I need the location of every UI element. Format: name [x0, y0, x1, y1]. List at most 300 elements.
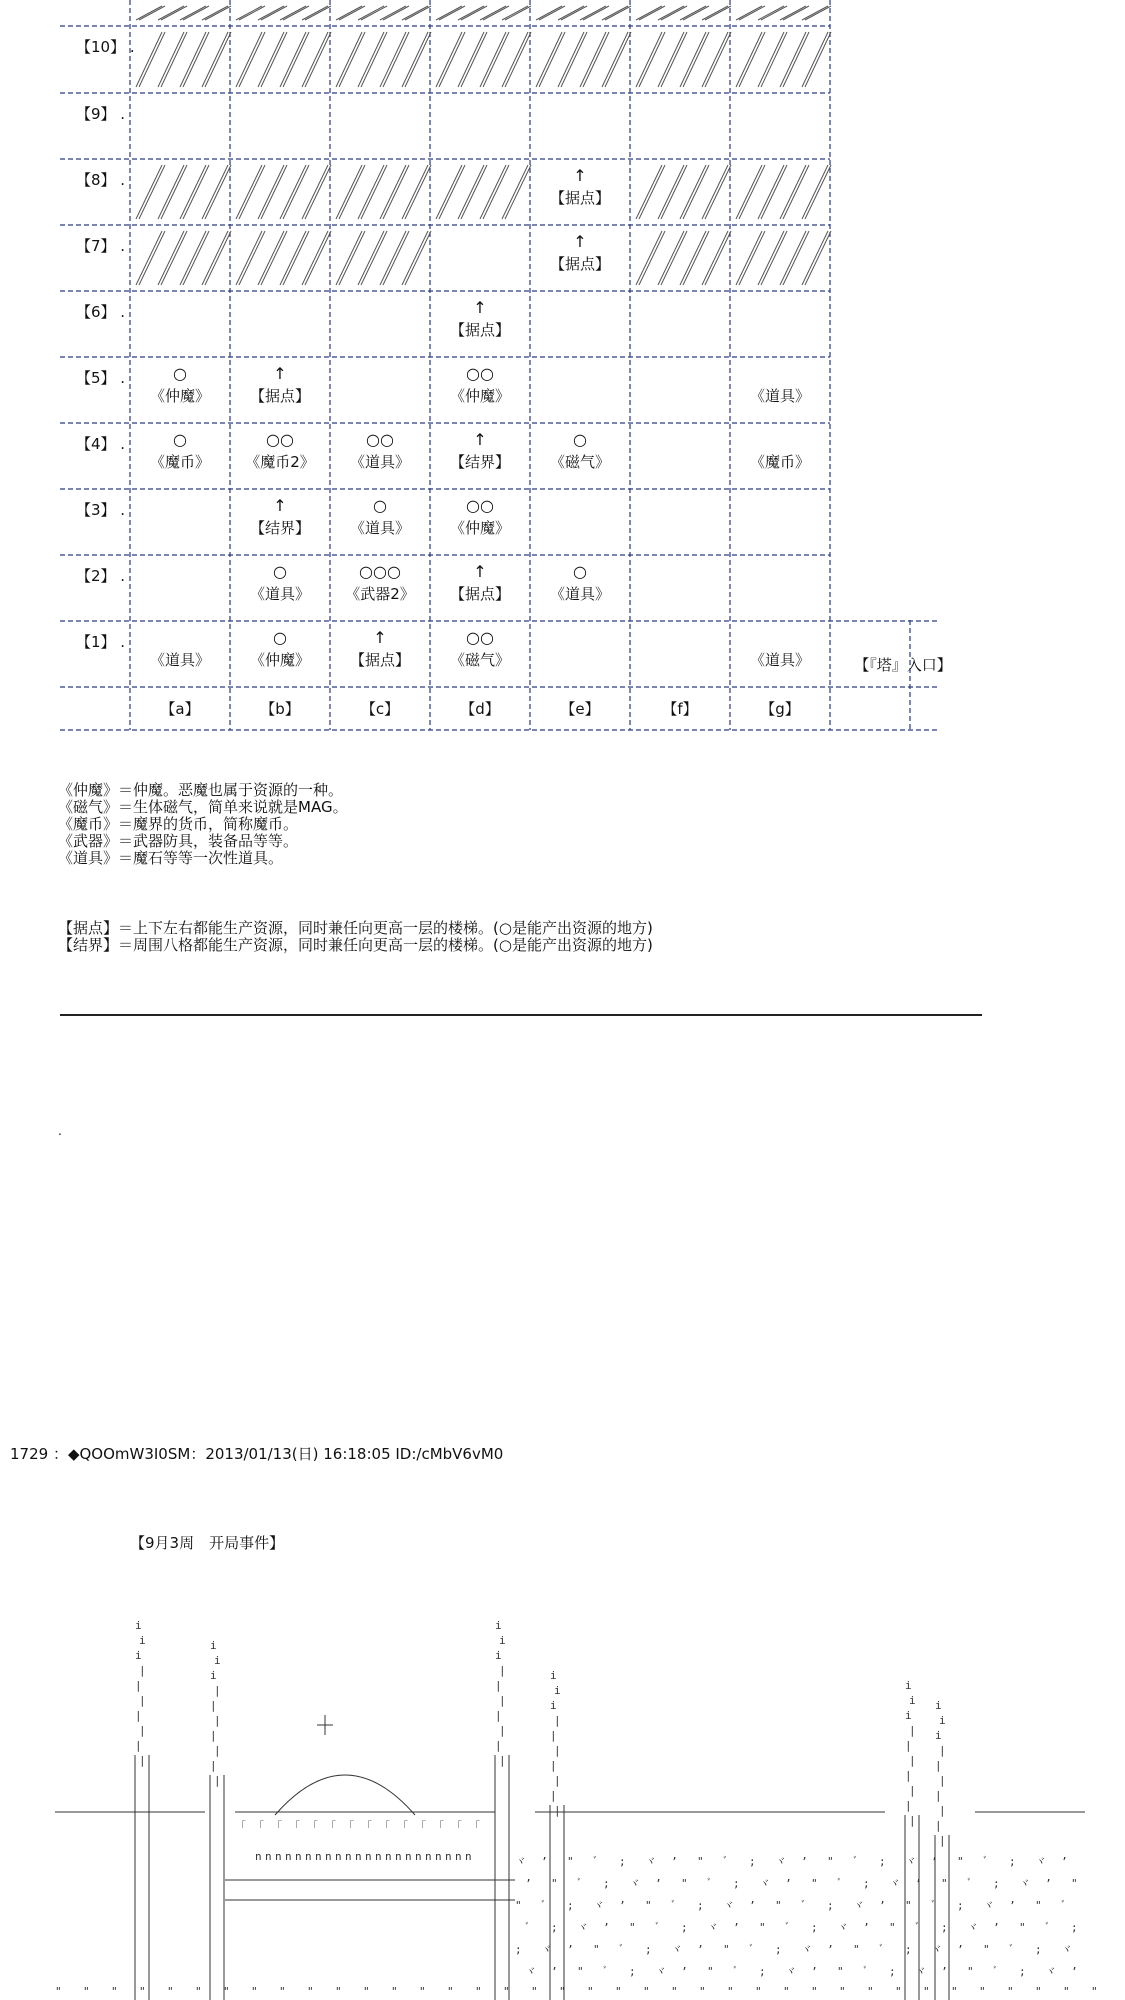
row-label: 【3】 .: [76, 501, 126, 519]
art-glyph: ": [983, 1943, 990, 1956]
hatch-mark: [183, 32, 209, 87]
art-glyph: |: [550, 1759, 557, 1772]
hatch-mark: [205, 32, 231, 87]
cell-label: 【据点】: [449, 321, 510, 339]
art-glyph: ": [727, 1985, 734, 1998]
art-glyph: ": [1071, 1877, 1078, 1890]
cell-label: 《道具》: [749, 651, 810, 669]
hatch-mark: [305, 231, 331, 285]
art-glyph: ﾞ: [577, 1877, 583, 1890]
art-glyph: ;: [905, 1943, 912, 1956]
art-glyph: ;: [1019, 1965, 1026, 1978]
art-glyph: ;: [1071, 1921, 1078, 1934]
hatch-mark: [305, 32, 331, 87]
hatch-mark: [136, 165, 162, 219]
hatch-mark: [305, 6, 331, 20]
hatch-mark: [802, 165, 828, 219]
hatch-mark: [339, 165, 365, 219]
hatch-mark: [736, 32, 762, 87]
art-glyph: ": [551, 1877, 558, 1890]
cell-label: 《仲魔》: [449, 519, 510, 537]
art-glyph: ヾ: [801, 1943, 812, 1956]
art-glyph: ヾ: [785, 1965, 796, 1978]
hatch-mark: [805, 231, 831, 285]
column-label: 【c】: [360, 700, 400, 718]
art-glyph: ﾞ: [853, 1855, 859, 1868]
column-label: 【b】: [260, 700, 300, 718]
hatch-mark: [161, 231, 187, 285]
art-glyph: ": [593, 1943, 600, 1956]
map-cell: [730, 363, 830, 407]
art-glyph: ;: [941, 1921, 948, 1934]
art-glyph: ﾞ: [1061, 1899, 1067, 1912]
art-glyph: 「: [397, 1820, 408, 1833]
art-glyph: ヾ: [645, 1855, 656, 1868]
hatch-mark: [139, 231, 165, 285]
art-glyph: n: [455, 1850, 462, 1863]
art-glyph: |: [554, 1714, 561, 1727]
map-cell: [230, 495, 330, 539]
hatch-mark: [761, 165, 787, 219]
hatch-mark: [458, 32, 484, 87]
hatch-mark: [583, 32, 609, 87]
art-glyph: ヾ: [541, 1943, 552, 1956]
art-glyph: ﾞ: [931, 1899, 937, 1912]
hatch-mark: [358, 165, 384, 219]
map-cell: [730, 429, 830, 473]
art-glyph: ": [699, 1985, 706, 1998]
hatch-mark: [483, 32, 509, 87]
row-label: 【8】 .: [76, 171, 126, 189]
resource-symbol: ○○: [266, 430, 294, 449]
art-glyph: 「: [235, 1820, 246, 1833]
art-glyph: |: [935, 1819, 942, 1832]
art-glyph: ": [307, 1985, 314, 1998]
art-glyph: 「: [271, 1820, 282, 1833]
hatch-mark: [183, 165, 209, 219]
hatch-mark: [339, 32, 365, 87]
hatch-mark: [705, 231, 731, 285]
art-glyph: ヾ: [905, 1855, 916, 1868]
art-glyph: ": [111, 1985, 118, 1998]
row-label: 【4】 .: [76, 435, 126, 453]
hatch-mark: [439, 165, 465, 219]
hatch-mark: [261, 231, 287, 285]
art-glyph: n: [315, 1850, 322, 1863]
resource-symbol: ↑: [473, 562, 487, 581]
resource-symbol: ↑: [573, 232, 587, 251]
art-glyph: ": [83, 1985, 90, 1998]
map-cell: [430, 495, 530, 539]
hatch-mark: [739, 165, 765, 219]
art-glyph: |: [210, 1699, 217, 1712]
art-glyph: ﾞ: [837, 1877, 843, 1890]
art-glyph: i: [214, 1654, 221, 1667]
cell-label: 【据点】: [349, 651, 410, 669]
hatch-mark: [202, 32, 228, 87]
hatch-mark: [380, 165, 406, 219]
hatch-mark: [758, 32, 784, 87]
hatch-mark: [458, 165, 484, 219]
cell-label: 《魔币2》: [245, 453, 315, 471]
art-glyph: |: [905, 1799, 912, 1812]
resource-symbol: ↑: [573, 166, 587, 185]
map-cell: [330, 429, 430, 473]
cell-label: 《磁气》: [549, 453, 610, 471]
art-glyph: ;: [879, 1855, 886, 1868]
hatch-mark: [639, 165, 665, 219]
art-glyph: ’: [567, 1943, 574, 1956]
art-glyph: ": [391, 1985, 398, 1998]
art-glyph: ヾ: [629, 1877, 640, 1890]
hatch-mark: [461, 165, 487, 219]
art-glyph: ﾞ: [749, 1943, 755, 1956]
art-glyph: 「: [361, 1820, 372, 1833]
art-glyph: ﾞ: [655, 1921, 661, 1934]
art-glyph: |: [935, 1789, 942, 1802]
rule-item: 【结界】＝周围八格都能生产资源，同时兼任向更高一层的楼梯。(○是能产出资源的地方): [58, 936, 653, 954]
art-glyph: i: [554, 1684, 561, 1697]
hatch-mark: [239, 32, 265, 87]
hatch-mark: [302, 32, 328, 87]
hatch-mark: [202, 231, 228, 285]
art-glyph: ": [531, 1985, 538, 1998]
row-label: 【5】 .: [76, 369, 126, 387]
art-glyph: n: [255, 1850, 262, 1863]
art-glyph: i: [550, 1699, 557, 1712]
art-glyph: ": [755, 1985, 762, 1998]
art-glyph: ﾞ: [967, 1877, 973, 1890]
art-glyph: ": [515, 1899, 522, 1912]
art-glyph: 「: [379, 1820, 390, 1833]
hatch-mark: [336, 231, 362, 285]
art-glyph: |: [214, 1774, 221, 1787]
art-glyph: ヾ: [1035, 1855, 1046, 1868]
art-glyph: ’: [915, 1877, 922, 1890]
art-glyph: n: [395, 1850, 402, 1863]
art-glyph: ": [905, 1899, 912, 1912]
art-glyph: ﾞ: [993, 1965, 999, 1978]
row-label: 【10】 .: [76, 38, 135, 56]
art-glyph: |: [909, 1724, 916, 1737]
art-glyph: n: [295, 1850, 302, 1863]
art-glyph: ヾ: [707, 1921, 718, 1934]
hatch-mark: [258, 165, 284, 219]
art-glyph: ;: [1035, 1943, 1042, 1956]
hatch-mark: [280, 32, 306, 87]
art-glyph: ;: [551, 1921, 558, 1934]
art-glyph: i: [499, 1634, 506, 1647]
hatch-mark: [380, 32, 406, 87]
art-glyph: n: [275, 1850, 282, 1863]
art-glyph: |: [939, 1834, 946, 1847]
hatch-mark: [405, 32, 431, 87]
art-glyph: i: [135, 1619, 142, 1632]
hatch-mark: [358, 32, 384, 87]
hatch-mark: [361, 32, 387, 87]
art-glyph: |: [554, 1774, 561, 1787]
art-glyph: ": [195, 1985, 202, 1998]
hatch-mark: [661, 231, 687, 285]
art-glyph: ’: [931, 1855, 938, 1868]
hatch-mark: [683, 165, 709, 219]
art-glyph: ": [1019, 1921, 1026, 1934]
art-glyph: ": [503, 1985, 510, 1998]
hatch-mark: [780, 32, 806, 87]
art-glyph: ;: [681, 1921, 688, 1934]
hatch-mark: [636, 231, 662, 285]
hatch-mark: [161, 32, 187, 87]
hatch-mark: [261, 32, 287, 87]
hatch-mark: [205, 231, 231, 285]
map-cell: [530, 561, 630, 605]
art-glyph: n: [415, 1850, 422, 1863]
art-glyph: ’: [1071, 1965, 1078, 1978]
art-glyph: ヾ: [723, 1899, 734, 1912]
hatch-mark: [805, 6, 831, 20]
art-glyph: ﾞ: [723, 1855, 729, 1868]
art-glyph: ﾞ: [707, 1877, 713, 1890]
hatch-mark: [683, 32, 709, 87]
art-glyph: ": [941, 1877, 948, 1890]
art-glyph: |: [550, 1789, 557, 1802]
legend-item: 《仲魔》＝仲魔。恶魔也属于资源的一种。: [58, 781, 344, 799]
column-label: 【d】: [460, 700, 500, 718]
map-cell: [530, 231, 630, 275]
hatch-mark: [402, 165, 428, 219]
hatch-mark: [158, 165, 184, 219]
hatch-mark: [480, 32, 506, 87]
hatch-mark: [205, 6, 231, 20]
art-glyph: 「: [325, 1820, 336, 1833]
resource-symbol: ○○: [366, 430, 394, 449]
hatch-mark: [802, 32, 828, 87]
hatch-mark: [258, 231, 284, 285]
art-glyph: ;: [775, 1943, 782, 1956]
art-glyph: ヾ: [593, 1899, 604, 1912]
tower-entrance-label: 【『塔』入口】: [854, 656, 952, 674]
hatch-mark: [505, 165, 531, 219]
hatch-mark: [436, 6, 462, 20]
art-glyph: n: [365, 1850, 372, 1863]
cell-label: 《道具》: [549, 585, 610, 603]
map-cell: [730, 627, 830, 671]
art-glyph: |: [939, 1744, 946, 1757]
art-glyph: ": [923, 1985, 930, 1998]
cell-label: 《武器2》: [345, 585, 415, 603]
art-glyph: ﾞ: [733, 1965, 739, 1978]
cell-label: 《道具》: [749, 387, 810, 405]
art-glyph: ": [707, 1965, 714, 1978]
art-glyph: ;: [993, 1877, 1000, 1890]
art-glyph: ": [951, 1985, 958, 1998]
art-glyph: i: [905, 1709, 912, 1722]
art-glyph: ヾ: [525, 1965, 536, 1978]
row-label: 【6】 .: [76, 303, 126, 321]
hatch-mark: [336, 165, 362, 219]
hatch-mark: [202, 165, 228, 219]
hatch-mark: [280, 165, 306, 219]
hatch-mark: [658, 32, 684, 87]
art-glyph: n: [465, 1850, 472, 1863]
art-glyph: ": [867, 1985, 874, 1998]
column-label: 【g】: [760, 700, 800, 718]
legend-block: [58, 782, 348, 867]
art-glyph: ": [697, 1855, 704, 1868]
art-glyph: ": [775, 1899, 782, 1912]
hatch-mark: [536, 6, 562, 20]
hatch-mark: [639, 32, 665, 87]
art-glyph: |: [935, 1759, 942, 1772]
hatch-mark: [258, 32, 284, 87]
map-cell: [230, 561, 330, 605]
art-glyph: 「: [451, 1820, 462, 1833]
art-glyph: |: [909, 1814, 916, 1827]
hatch-mark: [739, 32, 765, 87]
art-glyph: n: [425, 1850, 432, 1863]
art-glyph: ": [167, 1985, 174, 1998]
art-glyph: n: [355, 1850, 362, 1863]
hatch-mark: [339, 231, 365, 285]
map-cell: [430, 363, 530, 407]
art-glyph: |: [905, 1769, 912, 1782]
art-glyph: ": [419, 1985, 426, 1998]
art-glyph: ": [811, 1877, 818, 1890]
art-glyph: ": [837, 1965, 844, 1978]
art-glyph: i: [139, 1634, 146, 1647]
map-cell: [430, 561, 530, 605]
cell-label: 《道具》: [349, 453, 410, 471]
art-glyph: n: [305, 1850, 312, 1863]
art-glyph: ’: [957, 1943, 964, 1956]
hatch-mark: [636, 6, 662, 20]
art-glyph: ": [447, 1985, 454, 1998]
art-glyph: |: [214, 1744, 221, 1757]
hatch-mark: [361, 231, 387, 285]
art-glyph: ;: [749, 1855, 756, 1868]
resource-symbol: ↑: [273, 364, 287, 383]
cell-label: 【据点】: [449, 585, 510, 603]
art-glyph: |: [905, 1739, 912, 1752]
art-glyph: ’: [811, 1965, 818, 1978]
art-glyph: ヾ: [983, 1899, 994, 1912]
art-glyph: |: [550, 1729, 557, 1742]
map-cell: [430, 429, 530, 473]
event-title: 【9月3周 开局事件】: [130, 1534, 285, 1552]
art-glyph: |: [499, 1724, 506, 1737]
hatch-mark: [361, 165, 387, 219]
art-glyph: |: [135, 1679, 142, 1692]
art-glyph: ;: [629, 1965, 636, 1978]
art-glyph: ﾞ: [785, 1921, 791, 1934]
resource-symbol: ○: [173, 364, 187, 383]
hatch-mark: [305, 165, 331, 219]
hatch-mark: [302, 231, 328, 285]
art-glyph: ": [957, 1855, 964, 1868]
art-glyph: ": [811, 1985, 818, 1998]
art-glyph: |: [909, 1784, 916, 1797]
art-glyph: ﾞ: [593, 1855, 599, 1868]
legend-item: 《武器》＝武器防具，装备品等等。: [58, 832, 299, 850]
art-glyph: ": [895, 1985, 902, 1998]
art-glyph: ": [853, 1943, 860, 1956]
art-glyph: |: [554, 1804, 561, 1817]
resource-symbol: ○○: [466, 364, 494, 383]
art-glyph: ﾞ: [1009, 1943, 1015, 1956]
hatch-mark: [605, 6, 631, 20]
art-glyph: i: [905, 1679, 912, 1692]
hatch-mark: [539, 32, 565, 87]
map-cell: [130, 429, 230, 473]
hatch-mark: [180, 32, 206, 87]
hatch-mark: [405, 231, 431, 285]
art-glyph: ’: [749, 1899, 756, 1912]
art-glyph: ヾ: [759, 1877, 770, 1890]
art-glyph: ;: [1009, 1855, 1016, 1868]
art-glyph: ": [223, 1985, 230, 1998]
art-glyph: ’: [1061, 1855, 1068, 1868]
hatch-mark: [636, 165, 662, 219]
cell-label: 【据点】: [549, 189, 610, 207]
resource-symbol: ○○: [466, 628, 494, 647]
art-glyph: 「: [415, 1820, 426, 1833]
hatch-mark: [358, 231, 384, 285]
art-glyph: 「: [289, 1820, 300, 1833]
art-glyph: ﾞ: [603, 1965, 609, 1978]
hatch-mark: [502, 32, 528, 87]
art-glyph: ﾞ: [863, 1965, 869, 1978]
hatch-mark: [158, 32, 184, 87]
resource-symbol: [730, 363, 830, 385]
hatch-mark: [739, 231, 765, 285]
art-glyph: |: [135, 1739, 142, 1752]
art-glyph: ": [335, 1985, 342, 1998]
hatch-mark: [483, 165, 509, 219]
art-glyph: ’: [785, 1877, 792, 1890]
art-glyph: ’: [941, 1965, 948, 1978]
hatch-mark: [702, 32, 728, 87]
legend-item: 《魔币》＝魔界的货币，简称魔币。: [58, 815, 299, 833]
resource-symbol: [730, 429, 830, 451]
cell-label: 《道具》: [149, 651, 210, 669]
hatch-mark: [236, 165, 262, 219]
separator-line: [60, 1014, 982, 1016]
art-glyph: ’: [697, 1943, 704, 1956]
art-glyph: ": [723, 1943, 730, 1956]
hatch-mark: [736, 165, 762, 219]
hatch-mark: [761, 231, 787, 285]
hatch-mark: [405, 165, 431, 219]
art-glyph: ": [643, 1985, 650, 1998]
resource-symbol: ○: [573, 430, 587, 449]
art-glyph: 「: [253, 1820, 264, 1833]
hatch-mark: [383, 231, 409, 285]
art-glyph: ": [577, 1965, 584, 1978]
cell-label: 《仲魔》: [149, 387, 210, 405]
art-glyph: |: [139, 1754, 146, 1767]
art-glyph: ’: [879, 1899, 886, 1912]
art-dome: [275, 1775, 415, 1815]
art-glyph: n: [385, 1850, 392, 1863]
art-glyph: |: [939, 1774, 946, 1787]
hatch-mark: [702, 231, 728, 285]
hatch-mark: [336, 32, 362, 87]
hatch-mark: [383, 32, 409, 87]
art-glyph: ;: [863, 1877, 870, 1890]
map-cell: [530, 429, 630, 473]
art-glyph: 「: [343, 1820, 354, 1833]
art-glyph: ": [1035, 1985, 1042, 1998]
